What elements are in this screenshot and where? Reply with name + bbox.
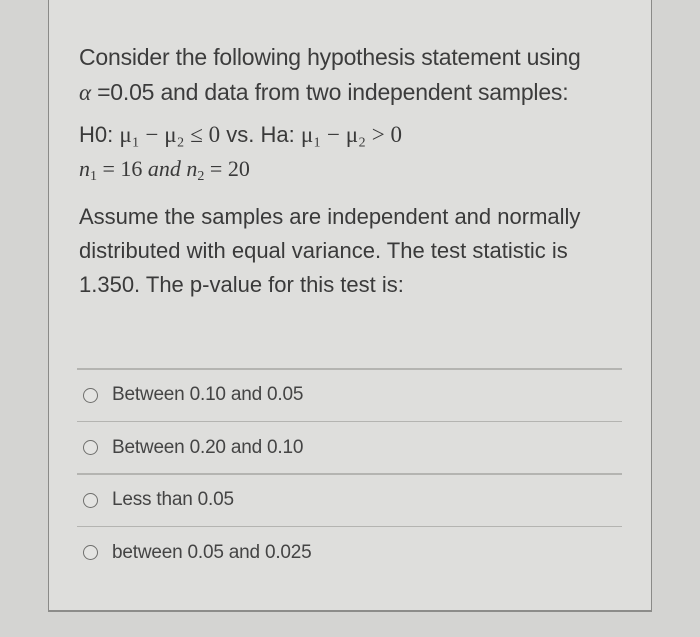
divider <box>77 421 622 423</box>
vs-label: vs. Ha: <box>226 122 295 147</box>
option-2[interactable] <box>77 422 622 473</box>
assumption-text: Assume the samples are independent and normally distributed with equal variance. The test statistic is 1.350. The p-value for this test is: <box>79 204 581 297</box>
divider <box>77 368 622 370</box>
option-label: Between 0.20 and 0.10 <box>112 436 304 458</box>
h0-label: H0: <box>79 122 114 147</box>
option-label: Less than 0.05 <box>112 489 234 510</box>
radio-button-icon[interactable] <box>83 388 98 403</box>
intro-line-1: Consider the following hypothesis statement using <box>79 44 581 70</box>
intro-line-2: α =0.05 and data from two independent samples: <box>79 79 569 105</box>
option-3[interactable] <box>77 475 622 526</box>
option-4[interactable] <box>77 527 622 578</box>
ha-expression: μ₁ − μ₂ > 0 <box>300 122 403 147</box>
sample-sizes: $n_1 = 16$ and $n_2 = 20$ <box>79 156 250 184</box>
divider <box>77 526 622 528</box>
h0-expression: μ₁ − μ₂ ≤ 0 <box>119 122 221 147</box>
divider <box>77 473 622 475</box>
radio-button-icon[interactable] <box>83 440 98 455</box>
question-card <box>48 0 652 612</box>
option-label: between 0.05 and 0.025 <box>112 541 312 563</box>
answer-options <box>77 368 622 578</box>
radio-button-icon[interactable] <box>83 545 98 560</box>
option-label: Between 0.10 and 0.05 <box>112 384 304 405</box>
question-text <box>79 40 619 302</box>
option-1[interactable] <box>77 370 622 421</box>
hypothesis-statement <box>79 122 619 148</box>
alpha-symbol: α <box>79 80 91 105</box>
radio-button-icon[interactable] <box>83 493 98 508</box>
